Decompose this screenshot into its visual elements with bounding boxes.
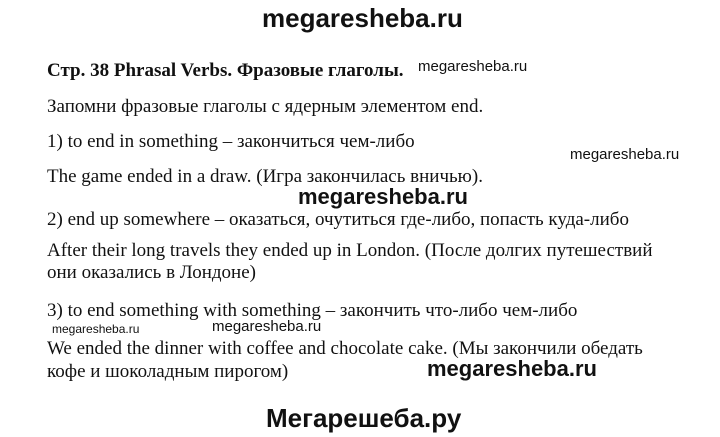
watermark-heading-side: megaresheba.ru: [418, 58, 528, 75]
watermark-left-small: megaresheba.ru: [52, 322, 140, 336]
text-line-example2a: After their long travels they ended up in London. (После долгих путешествий: [47, 240, 653, 261]
text-line-item2: 2) end up somewhere – оказаться, очутиться где-либо, попасть куда-либо: [47, 209, 629, 230]
text-line-item3: 3) to end something with something – закончить что-либо чем-либо: [47, 300, 578, 321]
watermark-center-small: megaresheba.ru: [212, 318, 322, 335]
watermark-top: megaresheba.ru: [262, 3, 463, 33]
text-line-example3b: кофе и шоколадным пирогом): [47, 361, 289, 382]
page-heading: Стр. 38 Phrasal Verbs. Фразовые глаголы.: [47, 60, 404, 81]
watermark-center-bold: megaresheba.ru: [298, 184, 468, 209]
watermark-right-mid: megaresheba.ru: [570, 146, 680, 163]
watermark-right-bold: megaresheba.ru: [427, 356, 597, 381]
watermark-footer: Мегарешеба.ру: [266, 403, 462, 433]
text-line-example1: The game ended in a draw. (Игра закончилась вничью).: [47, 166, 483, 187]
text-line-example3a: We ended the dinner with coffee and chocolate cake. (Мы закончили обедать: [47, 338, 643, 359]
text-line-intro: Запомни фразовые глаголы с ядерным элементом end.: [47, 96, 484, 117]
text-line-example2b: они оказались в Лондоне): [47, 262, 256, 283]
text-line-item1: 1) to end in something – закончиться чем-либо: [47, 131, 415, 152]
